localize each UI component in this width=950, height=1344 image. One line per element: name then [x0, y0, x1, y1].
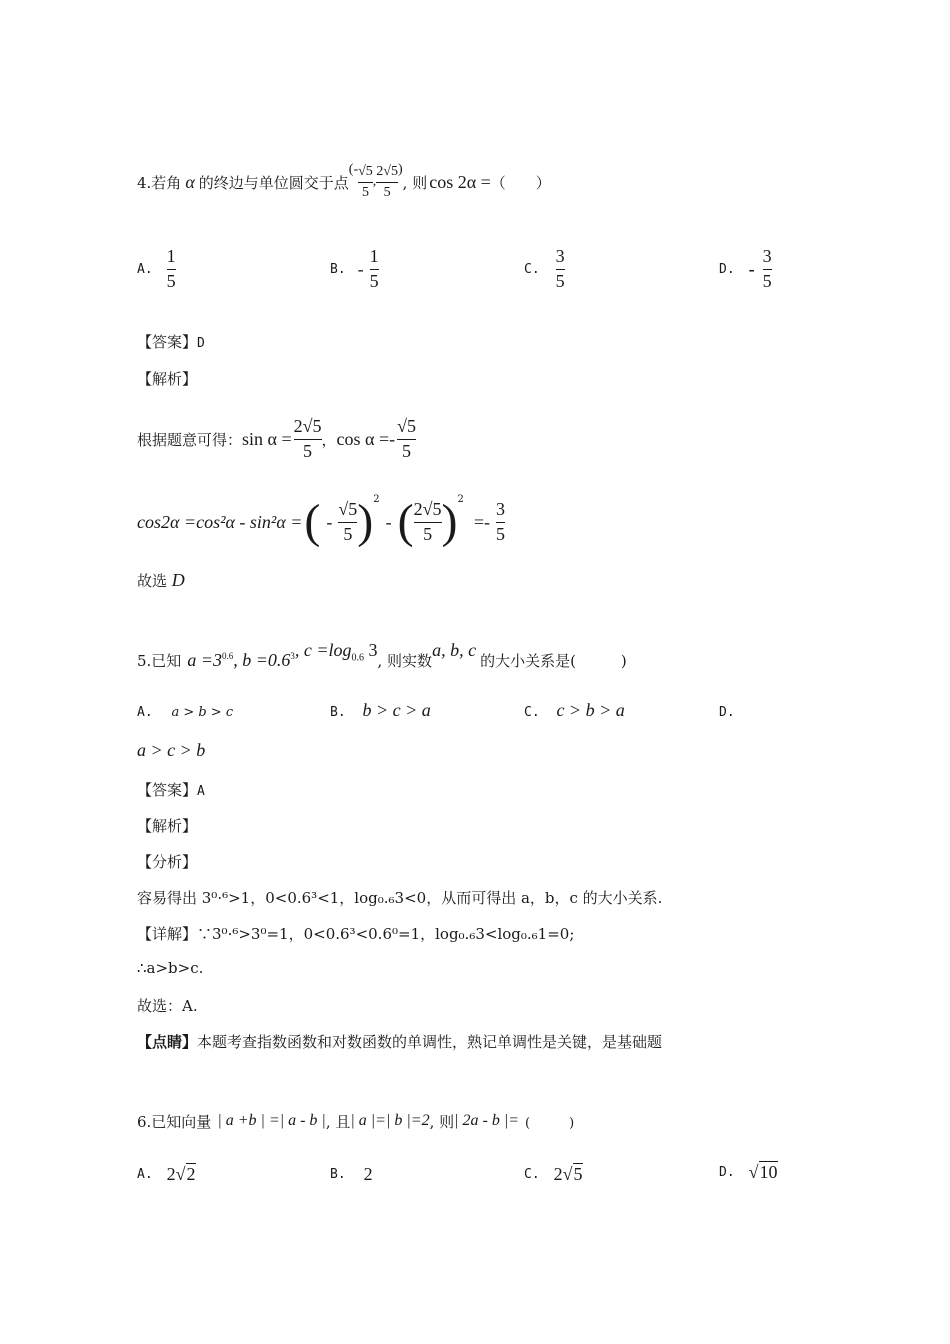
- q6-option-d[interactable]: [719, 1162, 778, 1183]
- q4-stem: [137, 162, 551, 202]
- q4-choose: [137, 570, 185, 591]
- option-value: 2: [363, 1164, 373, 1184]
- option-value: $\frac{1}{5}$: [369, 245, 379, 291]
- option-value: $\frac{3}{5}$: [762, 245, 772, 291]
- q4-derivation: [137, 414, 416, 464]
- left-paren: (: [304, 495, 321, 548]
- square-exp: 2: [373, 494, 380, 505]
- option-label: D.: [719, 261, 735, 277]
- q5-analysis-tag: 【解析】: [137, 817, 198, 835]
- answer-value: D: [197, 336, 205, 351]
- q6-option-b[interactable]: [330, 1164, 373, 1185]
- q4-stem-mid: 的终边与单位圆交于点: [198, 173, 349, 192]
- q5-option-d-value: a > c > b: [137, 740, 206, 760]
- cos-lhs: cos α =-: [336, 428, 396, 449]
- q5-detail: [137, 923, 574, 944]
- q6-option-c[interactable]: [524, 1164, 583, 1185]
- option-value: b > c > a: [362, 700, 431, 720]
- option-label: A.: [137, 705, 153, 720]
- q6-stem: [137, 1104, 574, 1138]
- q4-option-b[interactable]: [330, 246, 379, 292]
- sin-lhs: sin α =: [242, 428, 292, 449]
- choose-value: D: [171, 570, 185, 590]
- option-label: B.: [330, 261, 346, 277]
- q4-point-y: $\frac{2√5}{5}$: [376, 164, 398, 200]
- minus: -: [385, 511, 392, 532]
- detail-text: ∵3⁰·⁶>3⁰=1，0<0.6³<0.6⁰=1，log₀.₆3<log₀.₆1=0;: [197, 925, 575, 943]
- q5-stem: [137, 640, 627, 680]
- option-value: $\frac{1}{5}$: [166, 245, 176, 291]
- option-value: 2√5: [553, 1164, 583, 1184]
- option-label: A.: [137, 1167, 153, 1182]
- q5-option-b[interactable]: [330, 700, 431, 721]
- q4-option-a[interactable]: [137, 246, 176, 292]
- q4-point-comma: ,: [372, 174, 377, 189]
- equals: =-: [473, 511, 491, 532]
- cos-value: $\frac{√5}{5}$: [397, 415, 416, 461]
- q5-stem-prefix: 5.已知: [137, 651, 182, 670]
- sin-value: $\frac{2√5}{5}$: [293, 415, 322, 461]
- q5-a-def: $a =3^{0.6}$: [187, 649, 234, 670]
- q4-point-open: (-: [348, 162, 359, 177]
- option-value: c > b > a: [556, 700, 625, 720]
- option-label: A.: [137, 261, 153, 277]
- q4-option-d[interactable]: [719, 246, 772, 292]
- q5-choose: 故选：A.: [137, 997, 198, 1015]
- q4-answer: [137, 331, 205, 352]
- separator: ，: [321, 430, 337, 449]
- q5-answer: [137, 779, 205, 800]
- q6-option-a[interactable]: [137, 1164, 196, 1185]
- choose-label: 故选: [137, 572, 168, 590]
- answer-tag: 【答案】: [137, 333, 198, 351]
- term1: $\frac{√5}{5}$: [338, 498, 358, 544]
- term1-sign: -: [326, 511, 333, 532]
- equation-lhs: cos2α =cos²α - sin²α =: [137, 511, 303, 532]
- option-value: a > b > c: [171, 705, 234, 720]
- left-paren: (: [397, 495, 414, 548]
- q4-stem-expr: cos 2α =: [429, 171, 491, 192]
- option-sign: -: [357, 258, 364, 279]
- answer-tag: 【答案】: [137, 781, 198, 799]
- q6-cond2: | a |=| b |=2: [350, 1112, 430, 1129]
- option-label: D.: [719, 705, 735, 720]
- answer-value: A: [197, 784, 205, 799]
- q5-conclude: ∴a>b>c.: [137, 959, 204, 977]
- comment-tag: 【点睛】: [137, 1033, 198, 1051]
- option-value: $\frac{3}{5}$: [555, 245, 565, 291]
- q4-point-close: ): [397, 162, 403, 177]
- q4-stem-then: , 则: [402, 173, 428, 192]
- option-label: D.: [719, 1165, 735, 1180]
- option-label: B.: [330, 705, 346, 720]
- derive-prefix: 根据题意可得：: [137, 430, 243, 449]
- q5-comment: [137, 1031, 662, 1052]
- q5-option-c[interactable]: [524, 700, 625, 721]
- q4-equation: [137, 492, 505, 552]
- q6-blank: ( ): [525, 1115, 575, 1131]
- detail-tag: 【详解】: [137, 925, 198, 943]
- term2: $\frac{2√5}{5}$: [413, 498, 442, 544]
- q5-stem-then: , 则实数: [377, 651, 433, 670]
- q5-stem-end: 的大小关系是( ): [480, 651, 627, 670]
- q5-b-def: , $b =0.6^3$: [233, 649, 295, 670]
- q6-stem-and: , 且: [325, 1112, 351, 1131]
- option-sign: -: [748, 258, 755, 279]
- option-label: C.: [524, 261, 540, 277]
- q6-stem-then: , 则: [429, 1112, 455, 1131]
- q5-vars: a, b, c: [432, 640, 477, 660]
- q4-stem-prefix: 4.若角: [137, 173, 182, 192]
- q4-analysis-tag: 【解析】: [137, 370, 198, 388]
- right-paren: ): [357, 495, 374, 548]
- option-label: B.: [330, 1167, 346, 1182]
- option-value: 2√2: [166, 1164, 196, 1184]
- comment-text: 本题考查指数函数和对数函数的单调性，熟记单调性是关键，是基础题: [197, 1033, 663, 1051]
- q5-c-def: , $c =\log_{0.6}$ 3: [294, 640, 378, 664]
- q4-blank: （ ）: [490, 173, 551, 192]
- q4-alpha: α: [185, 171, 195, 192]
- option-label: C.: [524, 705, 540, 720]
- q4-point-x: $\frac{√5}{5}$: [358, 164, 373, 200]
- option-label: C.: [524, 1167, 540, 1182]
- q5-fenxi-text: 容易得出 3⁰·⁶>1，0<0.6³<1，log₀.₆3<0，从而可得出 a，b，c 的大小关系.: [137, 889, 663, 907]
- q6-target: | 2a - b |=: [454, 1112, 520, 1129]
- option-value: √10: [748, 1162, 778, 1182]
- q6-cond1: | a +b | =| a - b |: [217, 1112, 326, 1129]
- q5-fenxi-tag: 【分析】: [137, 853, 198, 871]
- q5-option-d[interactable]: [719, 702, 735, 720]
- right-paren: ): [441, 495, 458, 548]
- square-exp: 2: [457, 494, 464, 505]
- q6-stem-prefix: 6.已知向量: [137, 1112, 212, 1131]
- result: $\frac{3}{5}$: [496, 498, 506, 544]
- q4-option-c[interactable]: [524, 246, 565, 292]
- q5-option-a[interactable]: [137, 702, 233, 720]
